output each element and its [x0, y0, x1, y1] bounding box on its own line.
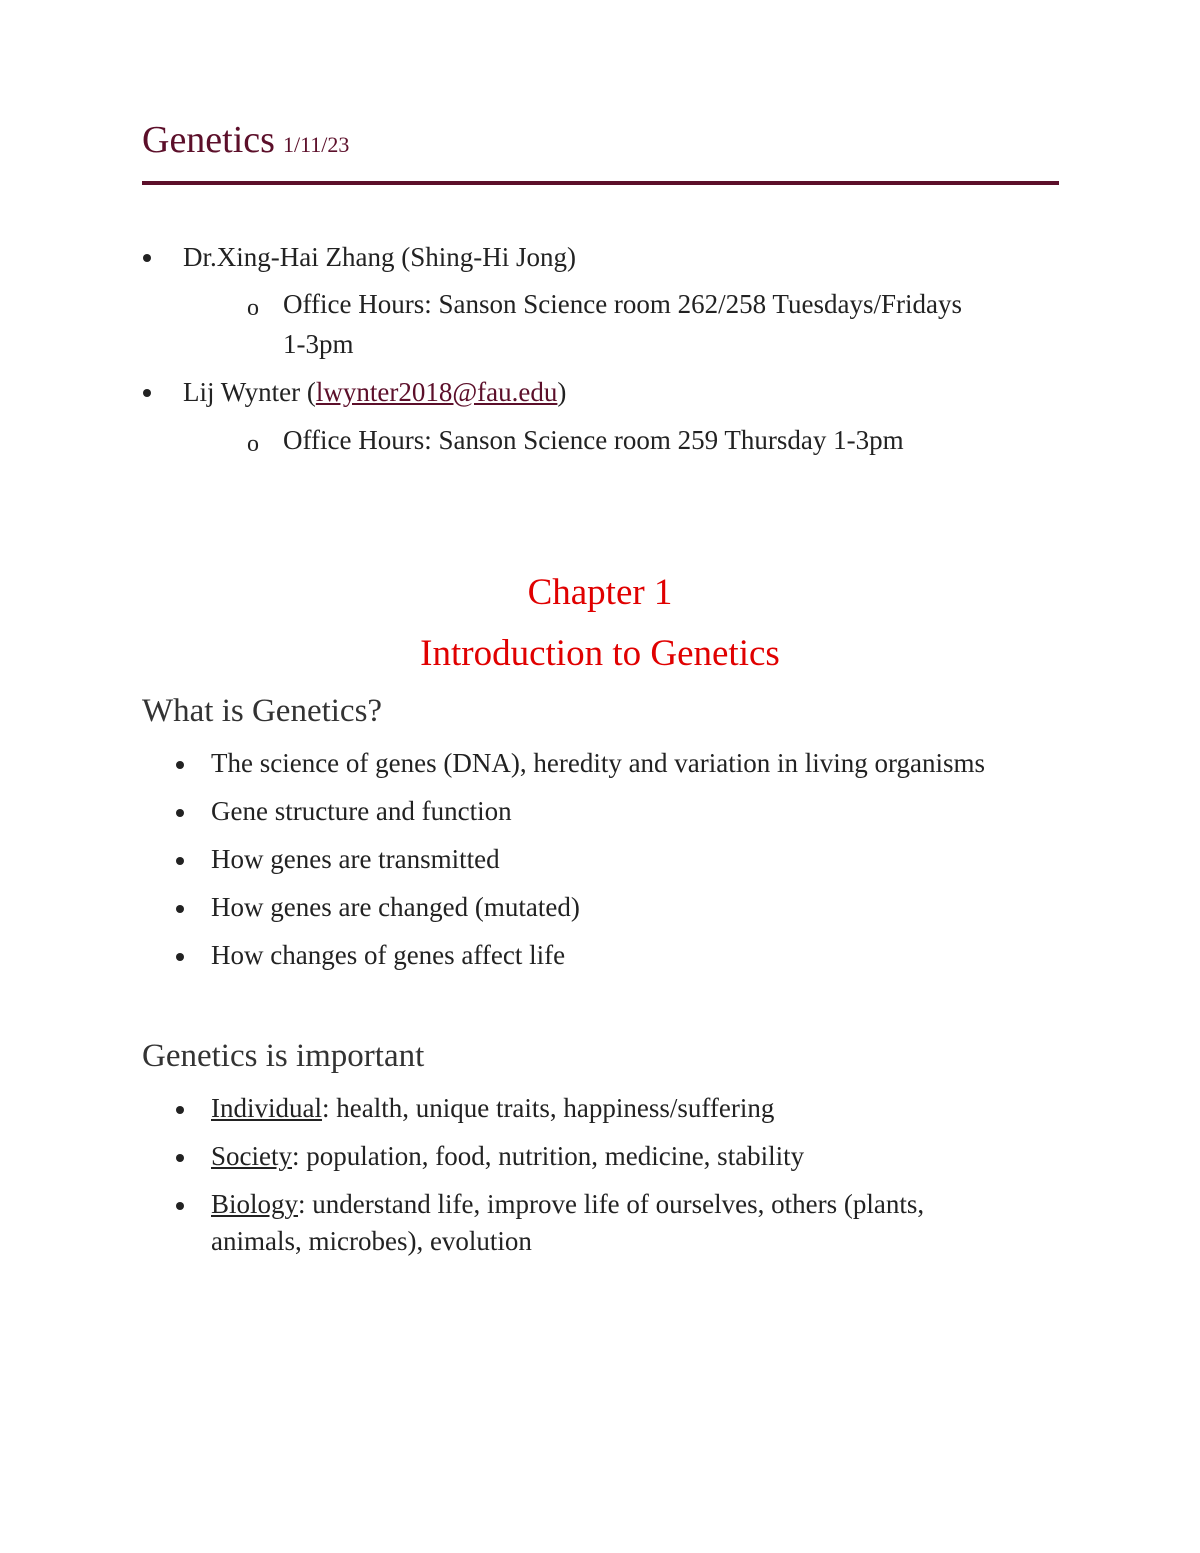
instructor-1-office-hours-cont: 1-3pm	[283, 329, 354, 359]
title-date: 1/11/23	[282, 132, 350, 157]
what-is-item: How changes of genes affect life	[211, 940, 566, 970]
importance-term: Individual	[211, 1093, 322, 1123]
bullet-icon	[176, 1154, 184, 1162]
bullet-icon	[176, 953, 184, 961]
importance-detail: : population, food, nutrition, medicine, stability	[292, 1141, 805, 1171]
sub-bullet-icon: o	[247, 295, 259, 321]
instructor-2-email-link[interactable]: lwynter2018@fau.edu	[315, 377, 558, 407]
bullet-icon	[176, 905, 184, 913]
title-divider	[142, 181, 1059, 185]
importance-item	[211, 1187, 924, 1221]
bullet-icon	[176, 1202, 184, 1210]
what-is-item: Gene structure and function	[211, 796, 512, 826]
bullet-icon	[176, 857, 184, 865]
importance-term: Biology	[211, 1189, 299, 1219]
instructor-2-name-close: )	[557, 377, 567, 407]
bullet-icon	[143, 389, 151, 397]
chapter-number: Chapter 1	[527, 572, 673, 613]
instructor-2-name: Lij Wynter (	[183, 377, 316, 407]
bullet-icon	[176, 761, 184, 769]
importance-detail: : health, unique traits, happiness/suffering	[321, 1093, 775, 1123]
instructor-2-line	[183, 375, 566, 409]
section-heading-genetics-important: Genetics is important	[142, 1038, 425, 1074]
chapter-title: Introduction to Genetics	[420, 633, 780, 674]
what-is-item: How genes are changed (mutated)	[211, 892, 580, 922]
bullet-icon	[143, 254, 151, 262]
importance-item-cont: animals, microbes), evolution	[211, 1226, 532, 1256]
title-text: Genetics	[142, 119, 275, 161]
bullet-icon	[176, 1106, 184, 1114]
instructor-1-office-hours: Office Hours: Sanson Science room 262/258 Tuesdays/Fridays	[283, 289, 962, 319]
sub-bullet-icon: o	[247, 431, 259, 457]
section-heading-what-is-genetics: What is Genetics?	[142, 693, 383, 729]
bullet-icon	[176, 809, 184, 817]
importance-detail: : understand life, improve life of ourselves, others (plants,	[298, 1189, 925, 1219]
what-is-item: The science of genes (DNA), heredity and variation in living organisms	[211, 748, 986, 778]
importance-item	[211, 1139, 804, 1173]
instructor-2-office-hours: Office Hours: Sanson Science room 259 Thursday 1-3pm	[283, 425, 904, 455]
instructor-1-name: Dr.Xing-Hai Zhang (Shing-Hi Jong)	[183, 242, 576, 272]
document-title	[142, 118, 349, 162]
what-is-item: How genes are transmitted	[211, 844, 500, 874]
importance-item	[211, 1091, 774, 1125]
importance-term: Society	[211, 1141, 292, 1171]
